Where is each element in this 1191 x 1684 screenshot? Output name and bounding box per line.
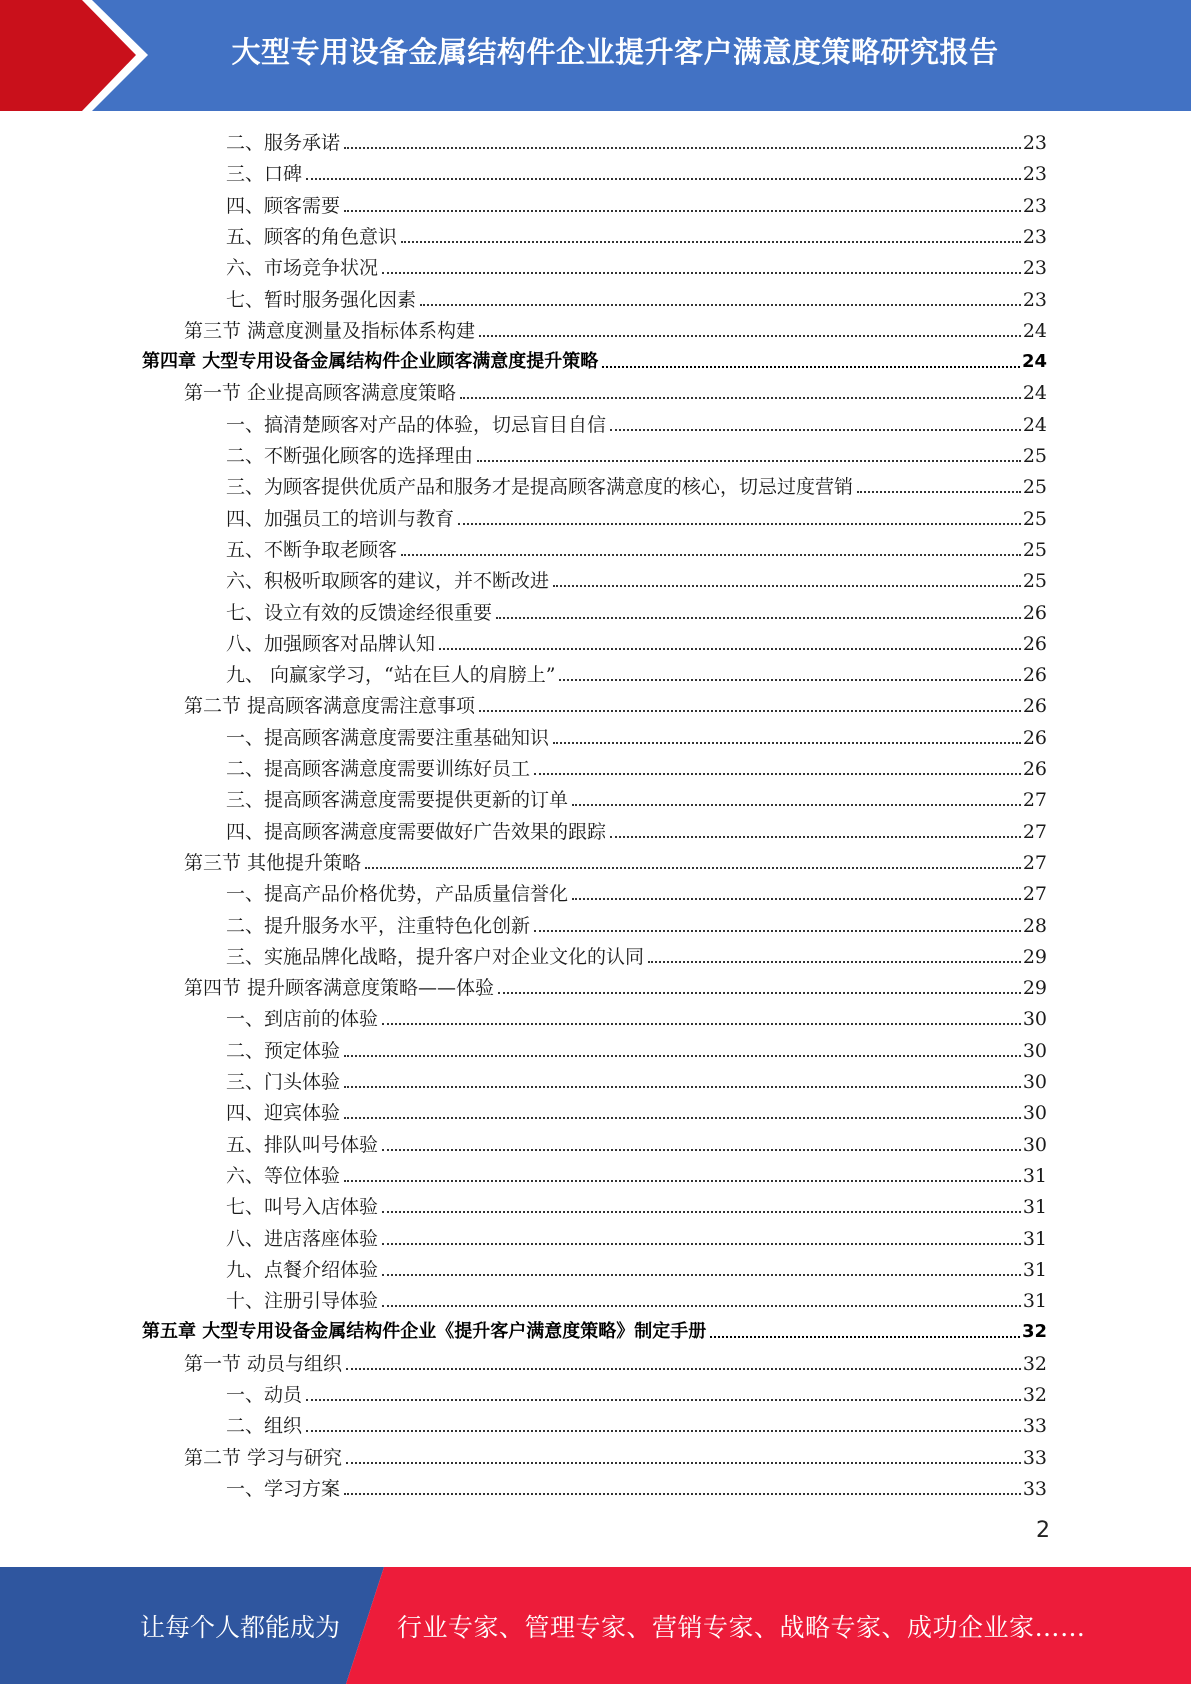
- toc-entry-title: 四、加强员工的培训与教育: [226, 507, 455, 530]
- toc-dot-leader: [344, 1086, 1021, 1088]
- toc-entry-page: 26: [1022, 632, 1047, 655]
- toc-subsection-entry[interactable]: [226, 1129, 1047, 1157]
- toc-subsection-entry[interactable]: [226, 597, 1047, 625]
- toc-dot-leader: [344, 1493, 1021, 1495]
- toc-entry-page: 33: [1022, 1477, 1047, 1500]
- toc-entry-page: 27: [1022, 820, 1047, 843]
- toc-dot-leader: [534, 773, 1021, 775]
- toc-entry-page: 26: [1022, 601, 1047, 624]
- toc-dot-leader: [572, 804, 1021, 806]
- toc-entry-title: 一、学习方案: [226, 1477, 341, 1500]
- toc-entry-title: 第二节 学习与研究: [184, 1446, 343, 1469]
- toc-dot-leader: [306, 178, 1021, 180]
- toc-dot-leader: [382, 1274, 1021, 1276]
- toc-entry-title: 二、不断强化顾客的选择理由: [226, 445, 474, 467]
- toc-entry-title: 四、顾客需要: [226, 194, 341, 217]
- toc-subsection-entry[interactable]: [226, 565, 1047, 593]
- toc-entry-page: 31: [1022, 1196, 1047, 1219]
- toc-dot-leader: [306, 1399, 1021, 1401]
- toc-entry-title: 三、口碑: [226, 163, 303, 186]
- toc-subsection-entry[interactable]: [226, 440, 1047, 468]
- toc-entry-page: 24: [1022, 413, 1047, 436]
- toc-entry-page: 28: [1022, 914, 1047, 937]
- toc-subsection-entry[interactable]: [226, 1473, 1047, 1501]
- toc-entry-title: 三、提高顾客满意度需要提供更新的订单: [226, 789, 569, 812]
- toc-entry-title: 四、提高顾客满意度需要做好广告效果的跟踪: [226, 820, 607, 843]
- toc-entry-title: 二、组织: [226, 1415, 303, 1438]
- toc-section-entry[interactable]: [184, 972, 1047, 1000]
- toc-entry-page: 26: [1022, 758, 1047, 780]
- toc-entry-title: 九、点餐介绍体验: [226, 1258, 379, 1281]
- toc-subsection-entry[interactable]: [226, 784, 1047, 812]
- toc-subsection-entry[interactable]: [226, 190, 1047, 218]
- toc-entry-title: 九、 向赢家学习，“站在巨人的肩膀上”: [226, 664, 556, 687]
- toc-dot-leader: [306, 1430, 1021, 1432]
- toc-entry-page: 23: [1022, 288, 1047, 311]
- toc-entry-title: 一、提高顾客满意度需要注重基础知识: [226, 726, 550, 749]
- toc-subsection-entry[interactable]: [226, 878, 1047, 906]
- toc-section-entry[interactable]: [184, 377, 1047, 405]
- toc-subsection-entry[interactable]: [226, 722, 1047, 750]
- toc-dot-leader: [553, 742, 1021, 744]
- toc-entry-page: 23: [1022, 132, 1047, 154]
- toc-dot-leader: [458, 523, 1021, 525]
- toc-entry-title: 四、迎宾体验: [226, 1102, 341, 1125]
- toc-entry-title: 七、叫号入店体验: [226, 1196, 379, 1219]
- toc-entry-page: 29: [1022, 945, 1047, 968]
- toc-dot-leader: [498, 992, 1021, 994]
- toc-section-entry[interactable]: [184, 847, 1047, 875]
- toc-subsection-entry[interactable]: [226, 534, 1047, 562]
- toc-subsection-entry[interactable]: [226, 1035, 1047, 1063]
- toc-dot-leader: [401, 241, 1021, 243]
- toc-dot-leader: [382, 1023, 1021, 1025]
- toc-entry-title: 第五章 大型专用设备金属结构件企业《提升客户满意度策略》制定手册: [142, 1321, 707, 1343]
- toc-entry-title: 八、进店落座体验: [226, 1227, 379, 1250]
- toc-entry-page: 23: [1022, 257, 1047, 280]
- toc-entry-page: 24: [1022, 319, 1047, 342]
- toc-dot-leader: [477, 460, 1021, 462]
- toc-entry-page: 30: [1022, 1008, 1047, 1031]
- toc-subsection-entry[interactable]: [226, 1410, 1047, 1438]
- toc-dot-leader: [382, 1305, 1021, 1307]
- toc-entry-title: 六、市场竞争状况: [226, 257, 379, 280]
- footer-slogan-left: 让每个人都能成为: [140, 1612, 341, 1642]
- toc-subsection-entry[interactable]: [226, 910, 1047, 938]
- toc-dot-leader: [460, 397, 1021, 399]
- toc-subsection-entry[interactable]: [226, 753, 1047, 781]
- toc-entry-page: 24: [1021, 351, 1047, 373]
- toc-dot-leader: [479, 710, 1021, 712]
- toc-subsection-entry[interactable]: [226, 1097, 1047, 1125]
- toc-entry-page: 32: [1021, 1321, 1047, 1343]
- toc-dot-leader: [382, 272, 1021, 274]
- toc-subsection-entry[interactable]: [226, 409, 1047, 437]
- toc-subsection-entry[interactable]: [226, 158, 1047, 186]
- toc-entry-title: 五、不断争取老顾客: [226, 538, 398, 561]
- toc-entry-page: 27: [1022, 883, 1047, 906]
- toc-entry-title: 五、顾客的角色意识: [226, 225, 398, 248]
- toc-entry-page: 27: [1022, 789, 1047, 812]
- toc-entry-page: 26: [1022, 726, 1047, 749]
- toc-dot-leader: [344, 1055, 1021, 1057]
- toc-entry-page: 32: [1022, 1384, 1047, 1406]
- toc-subsection-entry[interactable]: [226, 221, 1047, 249]
- toc-entry-page: 33: [1022, 1415, 1047, 1438]
- toc-entry-title: 七、暂时服务强化因素: [226, 288, 417, 311]
- toc-section-entry[interactable]: [184, 1348, 1047, 1376]
- toc-entry-page: 29: [1022, 977, 1047, 1000]
- toc-entry-title: 三、为顾客提供优质产品和服务才是提高顾客满意度的核心，切忌过度营销: [226, 476, 854, 499]
- toc-subsection-entry[interactable]: [226, 127, 1047, 155]
- toc-entry-title: 三、门头体验: [226, 1071, 341, 1093]
- toc-entry-page: 31: [1022, 1227, 1047, 1250]
- report-title: 大型专用设备金属结构件企业提升客户满意度策略研究报告: [231, 34, 999, 69]
- toc-entry-page: 23: [1022, 163, 1047, 186]
- toc-dot-leader: [344, 147, 1021, 149]
- toc-dot-leader: [610, 836, 1021, 838]
- toc-entry-title: 八、加强顾客对品牌认知: [226, 632, 436, 655]
- toc-entry-title: 第三节 满意度测量及指标体系构建: [184, 319, 476, 342]
- page-footer: [0, 1567, 1191, 1684]
- toc-entry-title: 六、等位体验: [226, 1164, 341, 1187]
- toc-subsection-entry[interactable]: [226, 1160, 1047, 1188]
- toc-subsection-entry[interactable]: [226, 1254, 1047, 1282]
- toc-entry-title: 第一节 动员与组织: [184, 1352, 343, 1375]
- toc-section-entry[interactable]: [184, 315, 1047, 343]
- toc-subsection-entry[interactable]: [226, 503, 1047, 531]
- toc-entry-page: 24: [1022, 382, 1047, 405]
- toc-entry-title: 二、提高顾客满意度需要训练好员工: [226, 758, 531, 780]
- toc-entry-page: 30: [1022, 1039, 1047, 1062]
- toc-entry-title: 二、提升服务水平，注重特色化创新: [226, 914, 531, 937]
- toc-subsection-entry[interactable]: [226, 941, 1047, 969]
- toc-subsection-entry[interactable]: [226, 628, 1047, 656]
- toc-entry-page: 32: [1022, 1352, 1047, 1375]
- toc-dot-leader: [559, 679, 1020, 681]
- toc-entry-title: 六、积极听取顾客的建议，并不断改进: [226, 570, 550, 593]
- toc-entry-page: 30: [1022, 1071, 1047, 1093]
- toc-dot-leader: [553, 585, 1021, 587]
- toc-entry-title: 第三节 其他提升策略: [184, 851, 362, 874]
- toc-entry-page: 30: [1022, 1133, 1047, 1156]
- toc-entry-title: 第四章 大型专用设备金属结构件企业顾客满意度提升策略: [142, 351, 599, 373]
- toc-entry-page: 25: [1022, 445, 1047, 467]
- toc-dot-leader: [382, 1149, 1021, 1151]
- toc-dot-leader: [479, 335, 1021, 337]
- toc-entry-page: 25: [1022, 507, 1047, 530]
- toc-dot-leader: [602, 366, 1020, 368]
- toc-dot-leader: [857, 491, 1021, 493]
- toc-entry-page: 23: [1022, 225, 1047, 248]
- toc-entry-title: 一、提高产品价格优势，产品质量信誉化: [226, 883, 569, 906]
- toc-dot-leader: [401, 554, 1021, 556]
- toc-dot-leader: [346, 1462, 1021, 1464]
- toc-dot-leader: [420, 304, 1021, 306]
- toc-entry-page: 31: [1022, 1258, 1047, 1281]
- toc-dot-leader: [382, 1211, 1021, 1213]
- toc-dot-leader: [344, 1180, 1021, 1182]
- toc-dot-leader: [610, 429, 1021, 431]
- toc-dot-leader: [346, 1368, 1021, 1370]
- toc-entry-title: 五、排队叫号体验: [226, 1133, 379, 1156]
- toc-entry-page: 31: [1022, 1164, 1047, 1187]
- toc-entry-title: 十、注册引导体验: [226, 1290, 379, 1313]
- toc-entry-title: 二、预定体验: [226, 1039, 341, 1062]
- toc-entry-title: 一、到店前的体验: [226, 1008, 379, 1031]
- toc-entry-title: 一、搞清楚顾客对产品的体验，切忌盲目自信: [226, 413, 607, 436]
- toc-entry-title: 第四节 提升顾客满意度策略——体验: [184, 977, 495, 1000]
- toc-entry-page: 23: [1022, 194, 1047, 217]
- toc-dot-leader: [439, 648, 1021, 650]
- toc-subsection-entry[interactable]: [226, 1003, 1047, 1031]
- toc-dot-leader: [344, 1117, 1021, 1119]
- toc-subsection-entry[interactable]: [226, 1223, 1047, 1251]
- toc-entry-title: 七、设立有效的反馈途经很重要: [226, 601, 493, 624]
- toc-chapter-entry[interactable]: [142, 346, 1047, 374]
- toc-dot-leader: [648, 961, 1021, 963]
- toc-dot-leader: [496, 617, 1021, 619]
- toc-subsection-entry[interactable]: [226, 659, 1047, 687]
- toc-entry-page: 33: [1022, 1446, 1047, 1469]
- page-header: [0, 0, 1191, 111]
- toc-dot-leader: [365, 867, 1021, 869]
- toc-subsection-entry[interactable]: [226, 1066, 1047, 1094]
- toc-entry-page: 27: [1022, 851, 1047, 874]
- toc-entry-title: 一、动员: [226, 1384, 303, 1406]
- toc-subsection-entry[interactable]: [226, 1285, 1047, 1313]
- toc-entry-title: 三、实施品牌化战略，提升客户对企业文化的认同: [226, 945, 645, 968]
- toc-dot-leader: [710, 1336, 1020, 1338]
- footer-slogan-right: 行业专家、管理专家、营销专家、战略专家、成功企业家……: [397, 1612, 1086, 1642]
- toc-entry-page: 25: [1022, 570, 1047, 593]
- toc-subsection-entry[interactable]: [226, 1191, 1047, 1219]
- toc-subsection-entry[interactable]: [226, 252, 1047, 280]
- toc-entry-title: 第二节 提高顾客满意度需注意事项: [184, 695, 476, 718]
- page-number: 2: [1036, 1518, 1050, 1543]
- toc-chapter-entry[interactable]: [142, 1316, 1047, 1344]
- toc-entry-page: 25: [1022, 476, 1047, 499]
- toc-dot-leader: [572, 898, 1021, 900]
- toc-dot-leader: [382, 1243, 1021, 1245]
- toc-subsection-entry[interactable]: [226, 1379, 1047, 1407]
- toc-entry-page: 25: [1022, 538, 1047, 561]
- toc-entry-page: 26: [1022, 664, 1047, 687]
- toc-subsection-entry[interactable]: [226, 471, 1047, 499]
- toc-entry-title: 二、服务承诺: [226, 132, 341, 154]
- toc-section-entry[interactable]: [184, 1442, 1047, 1470]
- toc-dot-leader: [534, 930, 1021, 932]
- toc-subsection-entry[interactable]: [226, 284, 1047, 312]
- toc-entry-page: 31: [1022, 1290, 1047, 1313]
- toc-dot-leader: [344, 210, 1021, 212]
- toc-entry-title: 第一节 企业提高顾客满意度策略: [184, 382, 457, 405]
- toc-section-entry[interactable]: [184, 690, 1047, 718]
- toc-entry-page: 26: [1022, 695, 1047, 718]
- toc-entry-page: 30: [1022, 1102, 1047, 1125]
- toc-subsection-entry[interactable]: [226, 816, 1047, 844]
